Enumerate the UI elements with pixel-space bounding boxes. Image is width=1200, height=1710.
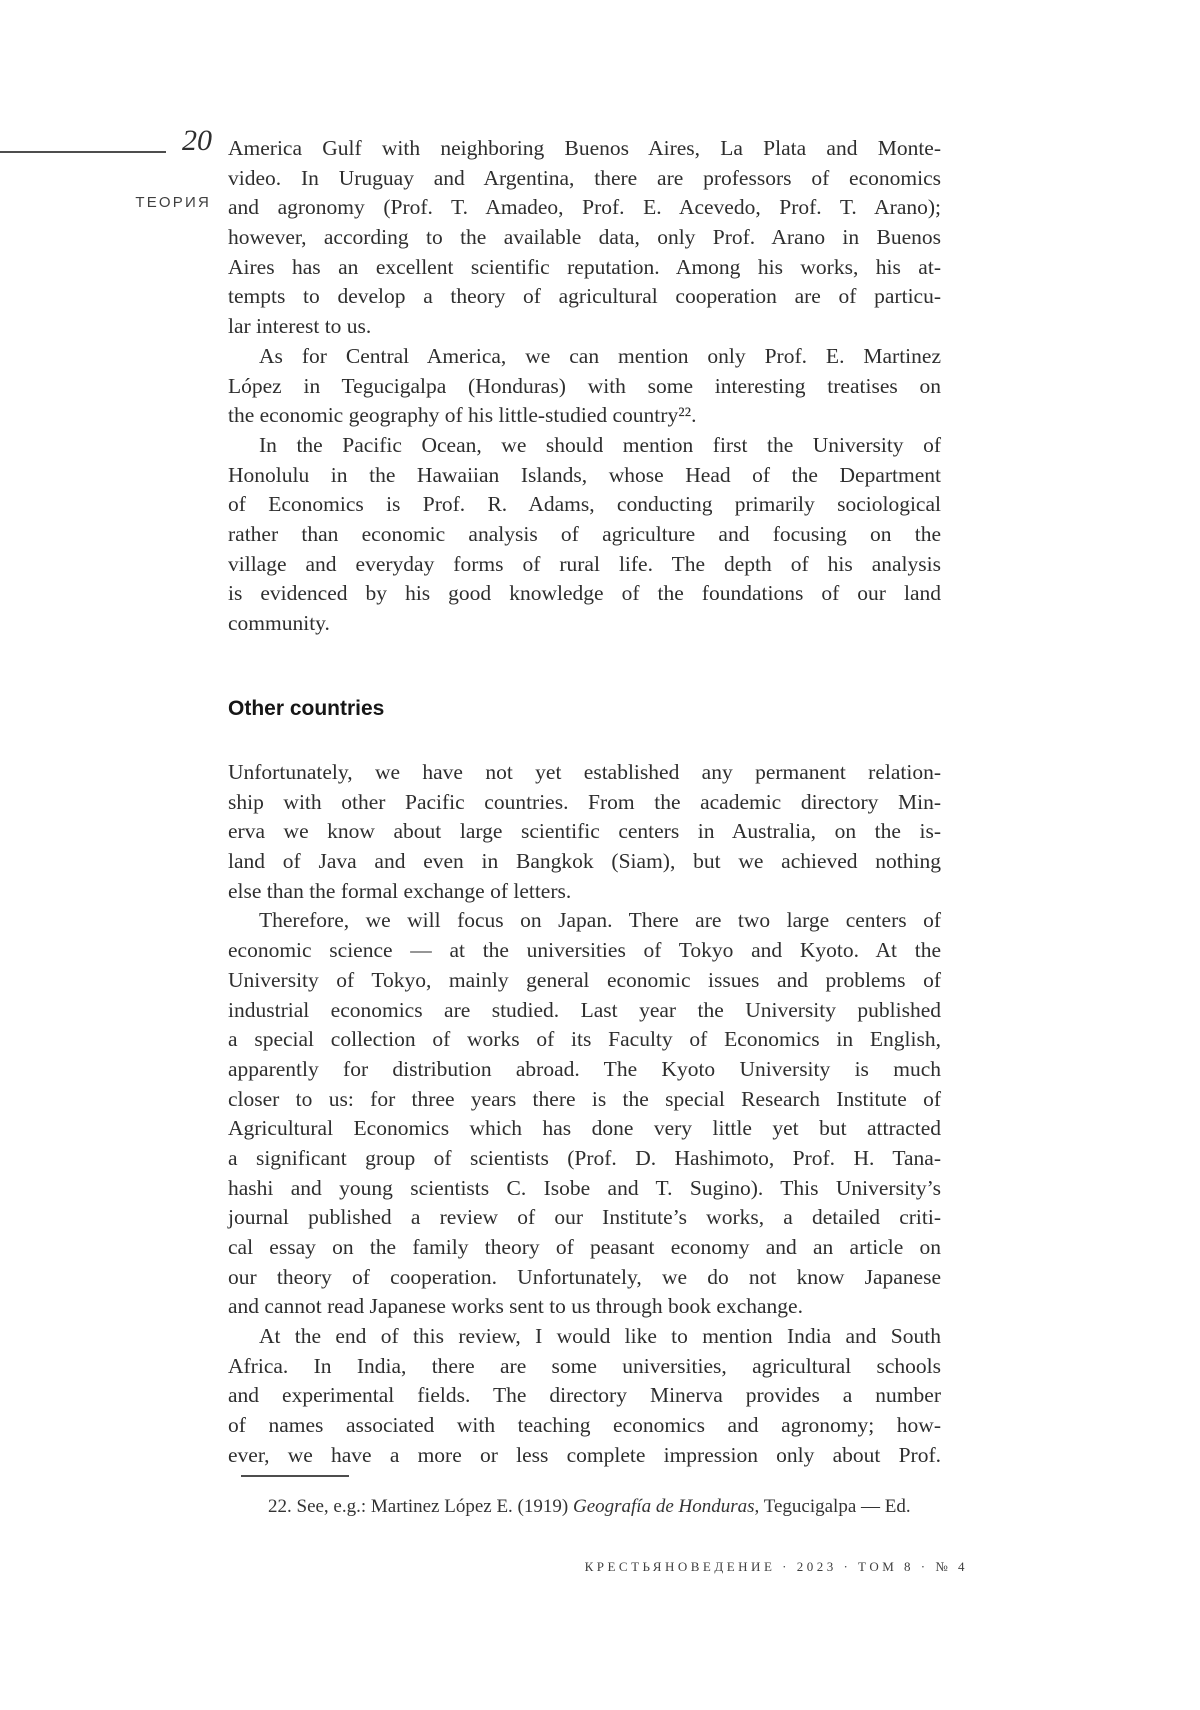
text-line: Aires has an excellent scientific reputation. Among his works, his at- [228,254,941,279]
page-number: 20 [182,124,212,157]
text-line: and cannot read Japanese works sent to us through book exchange. [228,1294,803,1319]
paragraph [228,431,941,639]
body-text-lower [228,758,941,1471]
text-line: else than the formal exchange of letters. [228,878,572,903]
footnote [228,1494,941,1520]
text-line: As for Central America, we can mention only Prof. E. Martinez [259,343,941,368]
paragraph [228,342,941,431]
text-line: a significant group of scientists (Prof. D. Hashimoto, Prof. H. Tana- [228,1145,941,1170]
text-line: and agronomy (Prof. T. Amadeo, Prof. E. Acevedo, Prof. T. Arano); [228,195,941,220]
text-line: of Economics is Prof. R. Adams, conducting primarily sociological [228,492,941,517]
text-line: tempts to develop a theory of agricultural cooperation are of particu- [228,284,941,309]
text-line: Agricultural Economics which has done very little yet but attracted [228,1116,941,1141]
text-line: In the Pacific Ocean, we should mention first the University of [259,432,941,457]
text-line: Unfortunately, we have not yet established any permanent relation- [228,760,941,784]
text-line: ship with other Pacific countries. From the academic directory Min- [228,789,941,814]
text-line: hashi and young scientists C. Isobe and T. Sugino). This University’s [228,1175,941,1200]
text-line: Honolulu in the Hawaiian Islands, whose Head of the Department [228,462,941,487]
text-line: a special collection of works of its Faculty of Economics in English, [228,1027,941,1052]
section-heading: Other countries [228,697,385,720]
footnote-text-prefix: 22. See, e.g.: Martinez López E. (1919) [268,1496,573,1517]
text-line: journal published a review of our Institute’s works, a detailed criti- [228,1205,941,1230]
text-line: Therefore, we will focus on Japan. There are two large centers of [259,908,941,933]
text-line: At the end of this review, I would like to mention India and South [259,1324,941,1349]
text-line: lar interest to us. [228,314,372,339]
paragraph [228,906,941,1322]
text-line: video. In Uruguay and Argentina, there are professors of economics [228,165,941,190]
text-line: however, according to the available data, only Prof. Arano in Buenos [228,225,941,250]
text-line: economic science — at the universities of Tokyo and Kyoto. At the [228,938,941,963]
text-line: rather than economic analysis of agriculture and focusing on the [228,521,941,546]
text-line: apparently for distribution abroad. The Kyoto University is much [228,1056,941,1081]
text-line: industrial economics are studied. Last year the University published [228,997,941,1022]
text-line: closer to us: for three years there is the special Research Institute of [228,1086,941,1111]
footnote-text-suffix: , Tegucigalpa — Ed. [754,1496,911,1517]
text-line: our theory of cooperation. Unfortunately, we do not know Japanese [228,1264,941,1289]
text-line: ever, we have a more or less complete impression only about Prof. [228,1442,941,1467]
section-label: ТЕОРИЯ [135,194,211,211]
text-line: of names associated with teaching economics and agronomy; how- [228,1413,941,1438]
text-line: is evidenced by his good knowledge of the foundations of our land [228,581,941,606]
text-line: and experimental fields. The directory Minerva provides a number [228,1383,941,1408]
text-line: cal essay on the family theory of peasant economy and an article on [228,1235,941,1259]
text-line: University of Tokyo, mainly general economic issues and problems of [228,967,941,992]
journal-footer: КРЕСТЬЯНОВЕДЕНИЕ · 2023 · ТОМ 8 · № 4 [584,1559,968,1574]
text-line: López in Tegucigalpa (Honduras) with some interesting treatises on [228,373,941,398]
text-line: community. [228,611,330,635]
text-line: land of Java and even in Bangkok (Siam), but we achieved nothing [228,849,941,874]
text-line: Africa. In India, there are some universities, agricultural schools [228,1353,941,1378]
paragraph [228,134,941,342]
paragraph [228,1322,941,1470]
text-line: the economic geography of his little-studied country²². [228,403,697,428]
text-line: America Gulf with neighboring Buenos Aires, La Plata and Monte- [228,136,941,160]
text-line: village and everyday forms of rural life. The depth of his analysis [228,551,941,576]
footnote-book-title: Geografía de Honduras [572,1496,755,1517]
text-line: erva we know about large scientific centers in Australia, on the is- [228,819,941,844]
body-text-upper [228,134,941,639]
paragraph [228,758,941,906]
footnote-rule [241,1475,349,1477]
